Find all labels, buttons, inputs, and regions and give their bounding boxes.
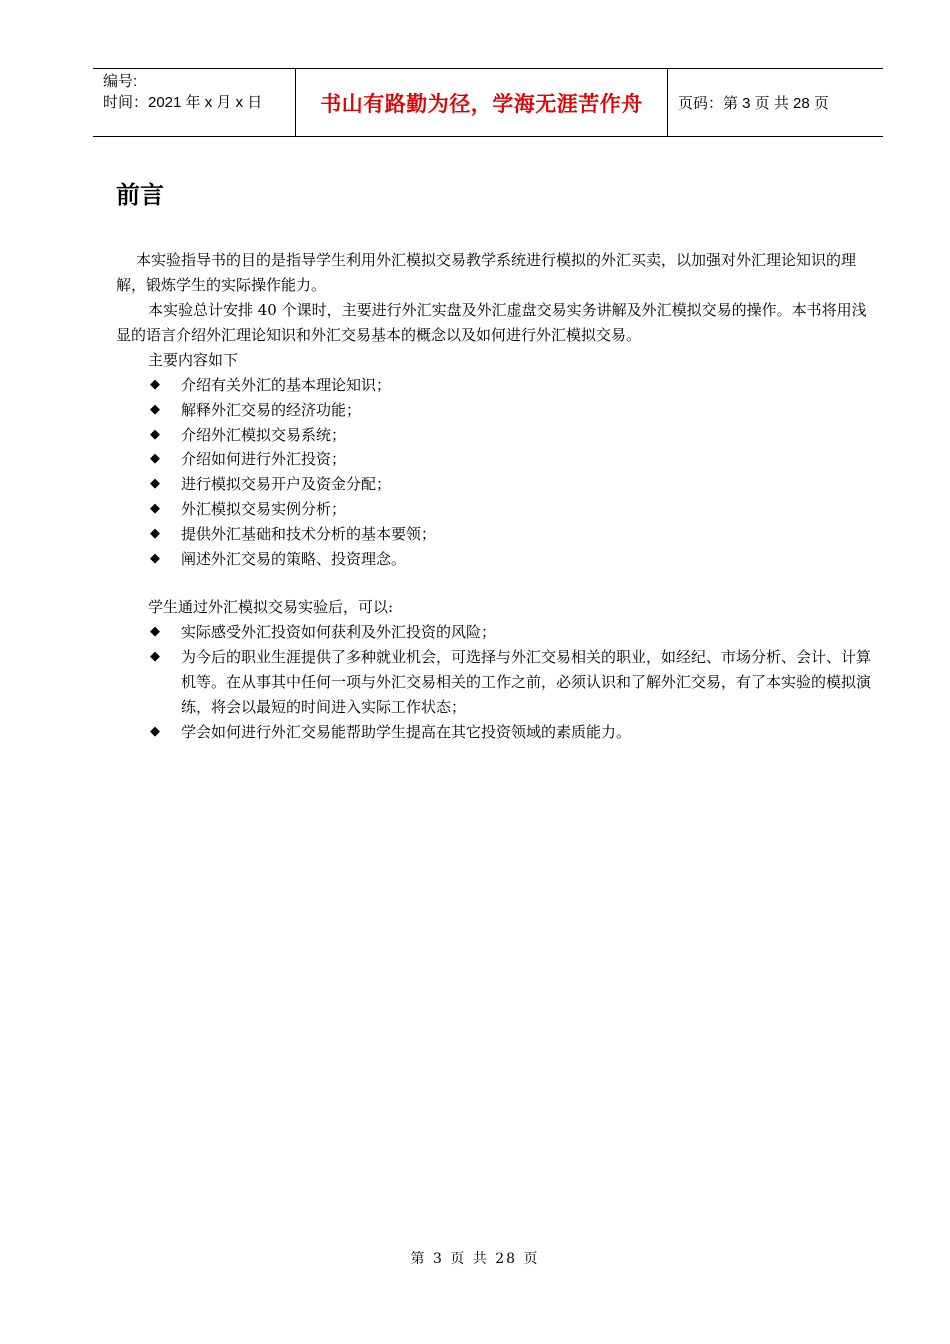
list-item: ◆ 进行模拟交易开户及资金分配；: [116, 472, 876, 497]
list-item: ◆ 提供外汇基础和技术分析的基本要领；: [116, 522, 876, 547]
page-footer: 第 3 页 共 28 页: [410, 1251, 540, 1267]
diamond-bullet-icon: ◆: [150, 476, 160, 492]
list-item: ◆ 实际感受外汇投资如何获利及外汇投资的风险；: [116, 620, 876, 645]
number-label: 编号:: [103, 73, 138, 90]
outcomes-lead: 学生通过外汇模拟交易实验后，可以:: [148, 598, 394, 617]
page-title: 前言: [116, 181, 164, 209]
diamond-bullet-icon: ◆: [150, 451, 160, 467]
diamond-bullet-icon: ◆: [150, 723, 160, 739]
diamond-bullet-icon: ◆: [150, 550, 160, 566]
diamond-bullet-icon: ◆: [150, 377, 160, 392]
header-meta: [93, 69, 295, 136]
page-header: [93, 68, 883, 137]
list-item: ◆ 介绍外汇模拟交易系统；: [116, 423, 876, 448]
diamond-bullet-icon: ◆: [150, 401, 160, 417]
contents-list: [116, 373, 876, 571]
document-body: [116, 175, 876, 744]
list-item: ◆ 学会如何进行外汇交易能帮助学生提高在其它投资领域的素质能力。: [116, 720, 876, 745]
paragraph-purpose: 本实验指导书的目的是指导学生利用外汇模拟交易教学系统进行模拟的外汇买卖，以加强对外汇理论知识的理解，锻炼学生的实际操作能力。: [116, 251, 857, 294]
list-item: ◆ 外汇模拟交易实例分析；: [116, 497, 876, 522]
list-item: ◆ 介绍如何进行外汇投资；: [116, 447, 876, 472]
header-page-code: 页码：第 3 页 共 28 页: [678, 95, 829, 112]
section-spacer: [116, 571, 876, 595]
list-item: ◆ 介绍有关外汇的基本理论知识；: [116, 373, 876, 398]
diamond-bullet-icon: ◆: [150, 500, 160, 516]
list-item: ◆ 阐述外汇交易的策略、投资理念。: [116, 547, 876, 572]
list-item: ◆ 解释外汇交易的经济功能；: [116, 398, 876, 423]
diamond-bullet-icon: ◆: [150, 649, 160, 665]
paragraph-schedule: 本实验总计安排 40 个课时，主要进行外汇实盘及外汇虚盘交易实务讲解及外汇模拟交易的操作。本书将用浅显的语言介绍外汇理论知识和外汇交易基本的概念以及如何进行外汇模拟交易。: [116, 301, 867, 344]
diamond-bullet-icon: ◆: [150, 426, 160, 442]
time-label: 时间：2021 年 x 月 x 日: [103, 94, 263, 111]
outcomes-list: [116, 620, 876, 744]
header-motto: 书山有路勤为径，学海无涯苦作舟: [295, 69, 668, 136]
list-item: ◆ 为今后的职业生涯提供了多种就业机会，可选择与外汇交易相关的职业，如经纪、市场分析、会计、计算机等。在从事其中任何一项与外汇交易相关的工作之前，必须认识和了解外汇交易，有了本实验的模拟演练，将会以最短的时间进入实际工作状态；: [116, 645, 876, 719]
diamond-bullet-icon: ◆: [150, 525, 160, 541]
diamond-bullet-icon: ◆: [150, 624, 160, 640]
contents-lead: 主要内容如下: [148, 351, 239, 369]
